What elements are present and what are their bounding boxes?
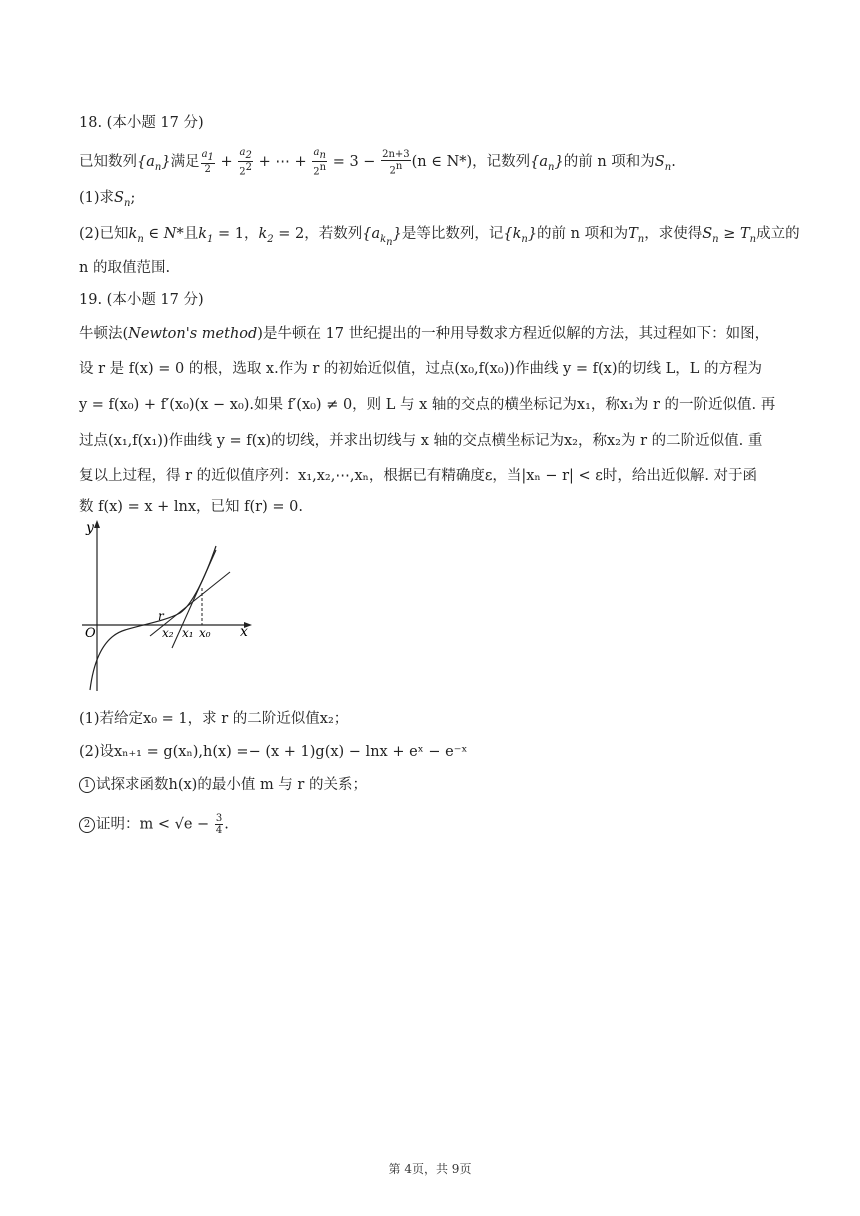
- q18-header: 18. (本小题 17 分): [79, 115, 204, 131]
- x1-label: x₁: [182, 626, 194, 640]
- q19-line4: 过点(x₁,f(x₁))作曲线 y = f(x)的切线，并求出切线与 x 轴的交点横坐标记为x₂，称x₂为 r 的二阶近似值. 重: [79, 433, 763, 449]
- q19-line6: 数 f(x) = x + lnx，已知 f(r) = 0.: [79, 499, 303, 515]
- q19-line5: 复以上过程，得 r 的近似值序列：x₁,x₂,⋯,xₙ，根据已有精确度ε，当|xₙ − r| < ε时，给出近似解. 对于函: [79, 468, 758, 484]
- q19-sub2: 2 证明：m < √e − $\frac{3}{4}$ .: [79, 813, 780, 836]
- y-label: y: [86, 520, 94, 536]
- circled-number-2: 2: [79, 817, 95, 833]
- q19-line2: 设 r 是 f(x) = 0 的根，选取 x.作为 r 的初始近似值，过点(x₀,f(x₀))作曲线 y = f(x)的切线 L，L 的方程为: [79, 361, 762, 377]
- curve-f: [90, 546, 216, 690]
- q19-line3: y = f(x₀) + f′(x₀)(x − x₀).如果 f′(x₀) ≠ 0，则 L 与 x 轴的交点的横坐标记为x₁，称x₁为 r 的一阶近似值. 再: [79, 397, 776, 413]
- q18-part1: (1)求$S_n$;: [79, 190, 136, 209]
- q18-stem: 已知数列$\{a_n\}$满足 $\frac{a_1}{2}$ + $\frac{a_2}{2^2}$ + ⋯ + $\frac{a_n}{2^n}$ = 3 − $\frac{2n+3}{2^n}$ (n ∈ N*)，记数列$\{a_n\}$的前 n 项和为$S_n$.: [79, 147, 676, 178]
- x2-label: x₂: [162, 626, 174, 640]
- q18-part2-cont: n 的取值范围.: [79, 260, 171, 276]
- q19-sub1: 1 试探求函数h(x)的最小值 m 与 r 的关系；: [79, 774, 780, 796]
- y-axis-arrow: [94, 520, 100, 528]
- q19-part1: (1)若给定x₀ = 1，求 r 的二阶近似值x₂；: [79, 711, 349, 727]
- x-label: x: [240, 624, 248, 640]
- r-label: r: [158, 609, 164, 623]
- q19-part2: (2)设xₙ₊₁ = g(xₙ),h(x) =− (x + 1)g(x) − lnx + eˣ − e⁻ˣ: [79, 744, 468, 760]
- origin-label: O: [85, 626, 96, 641]
- x0-label: x₀: [199, 626, 211, 640]
- q18-part2: (2)已知$k_n$ ∈ N*且$k_1 = 1$，$k_2 = 2$，若数列$\{a_{k_n}\}$是等比数列，记$\{k_n\}$的前 n 项和为$T_n$，求使得$S_n \ge T_n$成立的: [79, 226, 800, 248]
- circled-number-1: 1: [79, 777, 95, 793]
- q19-line1: 牛顿法(Newton's method)是牛顿在 17 世纪提出的一种用导数求方程近似解的方法，其过程如下：如图，: [79, 326, 770, 342]
- newton-method-figure: [80, 518, 260, 698]
- q19-header: 19. (本小题 17 分): [79, 292, 204, 308]
- page-footer: 第 4页，共 9页: [388, 1162, 472, 1176]
